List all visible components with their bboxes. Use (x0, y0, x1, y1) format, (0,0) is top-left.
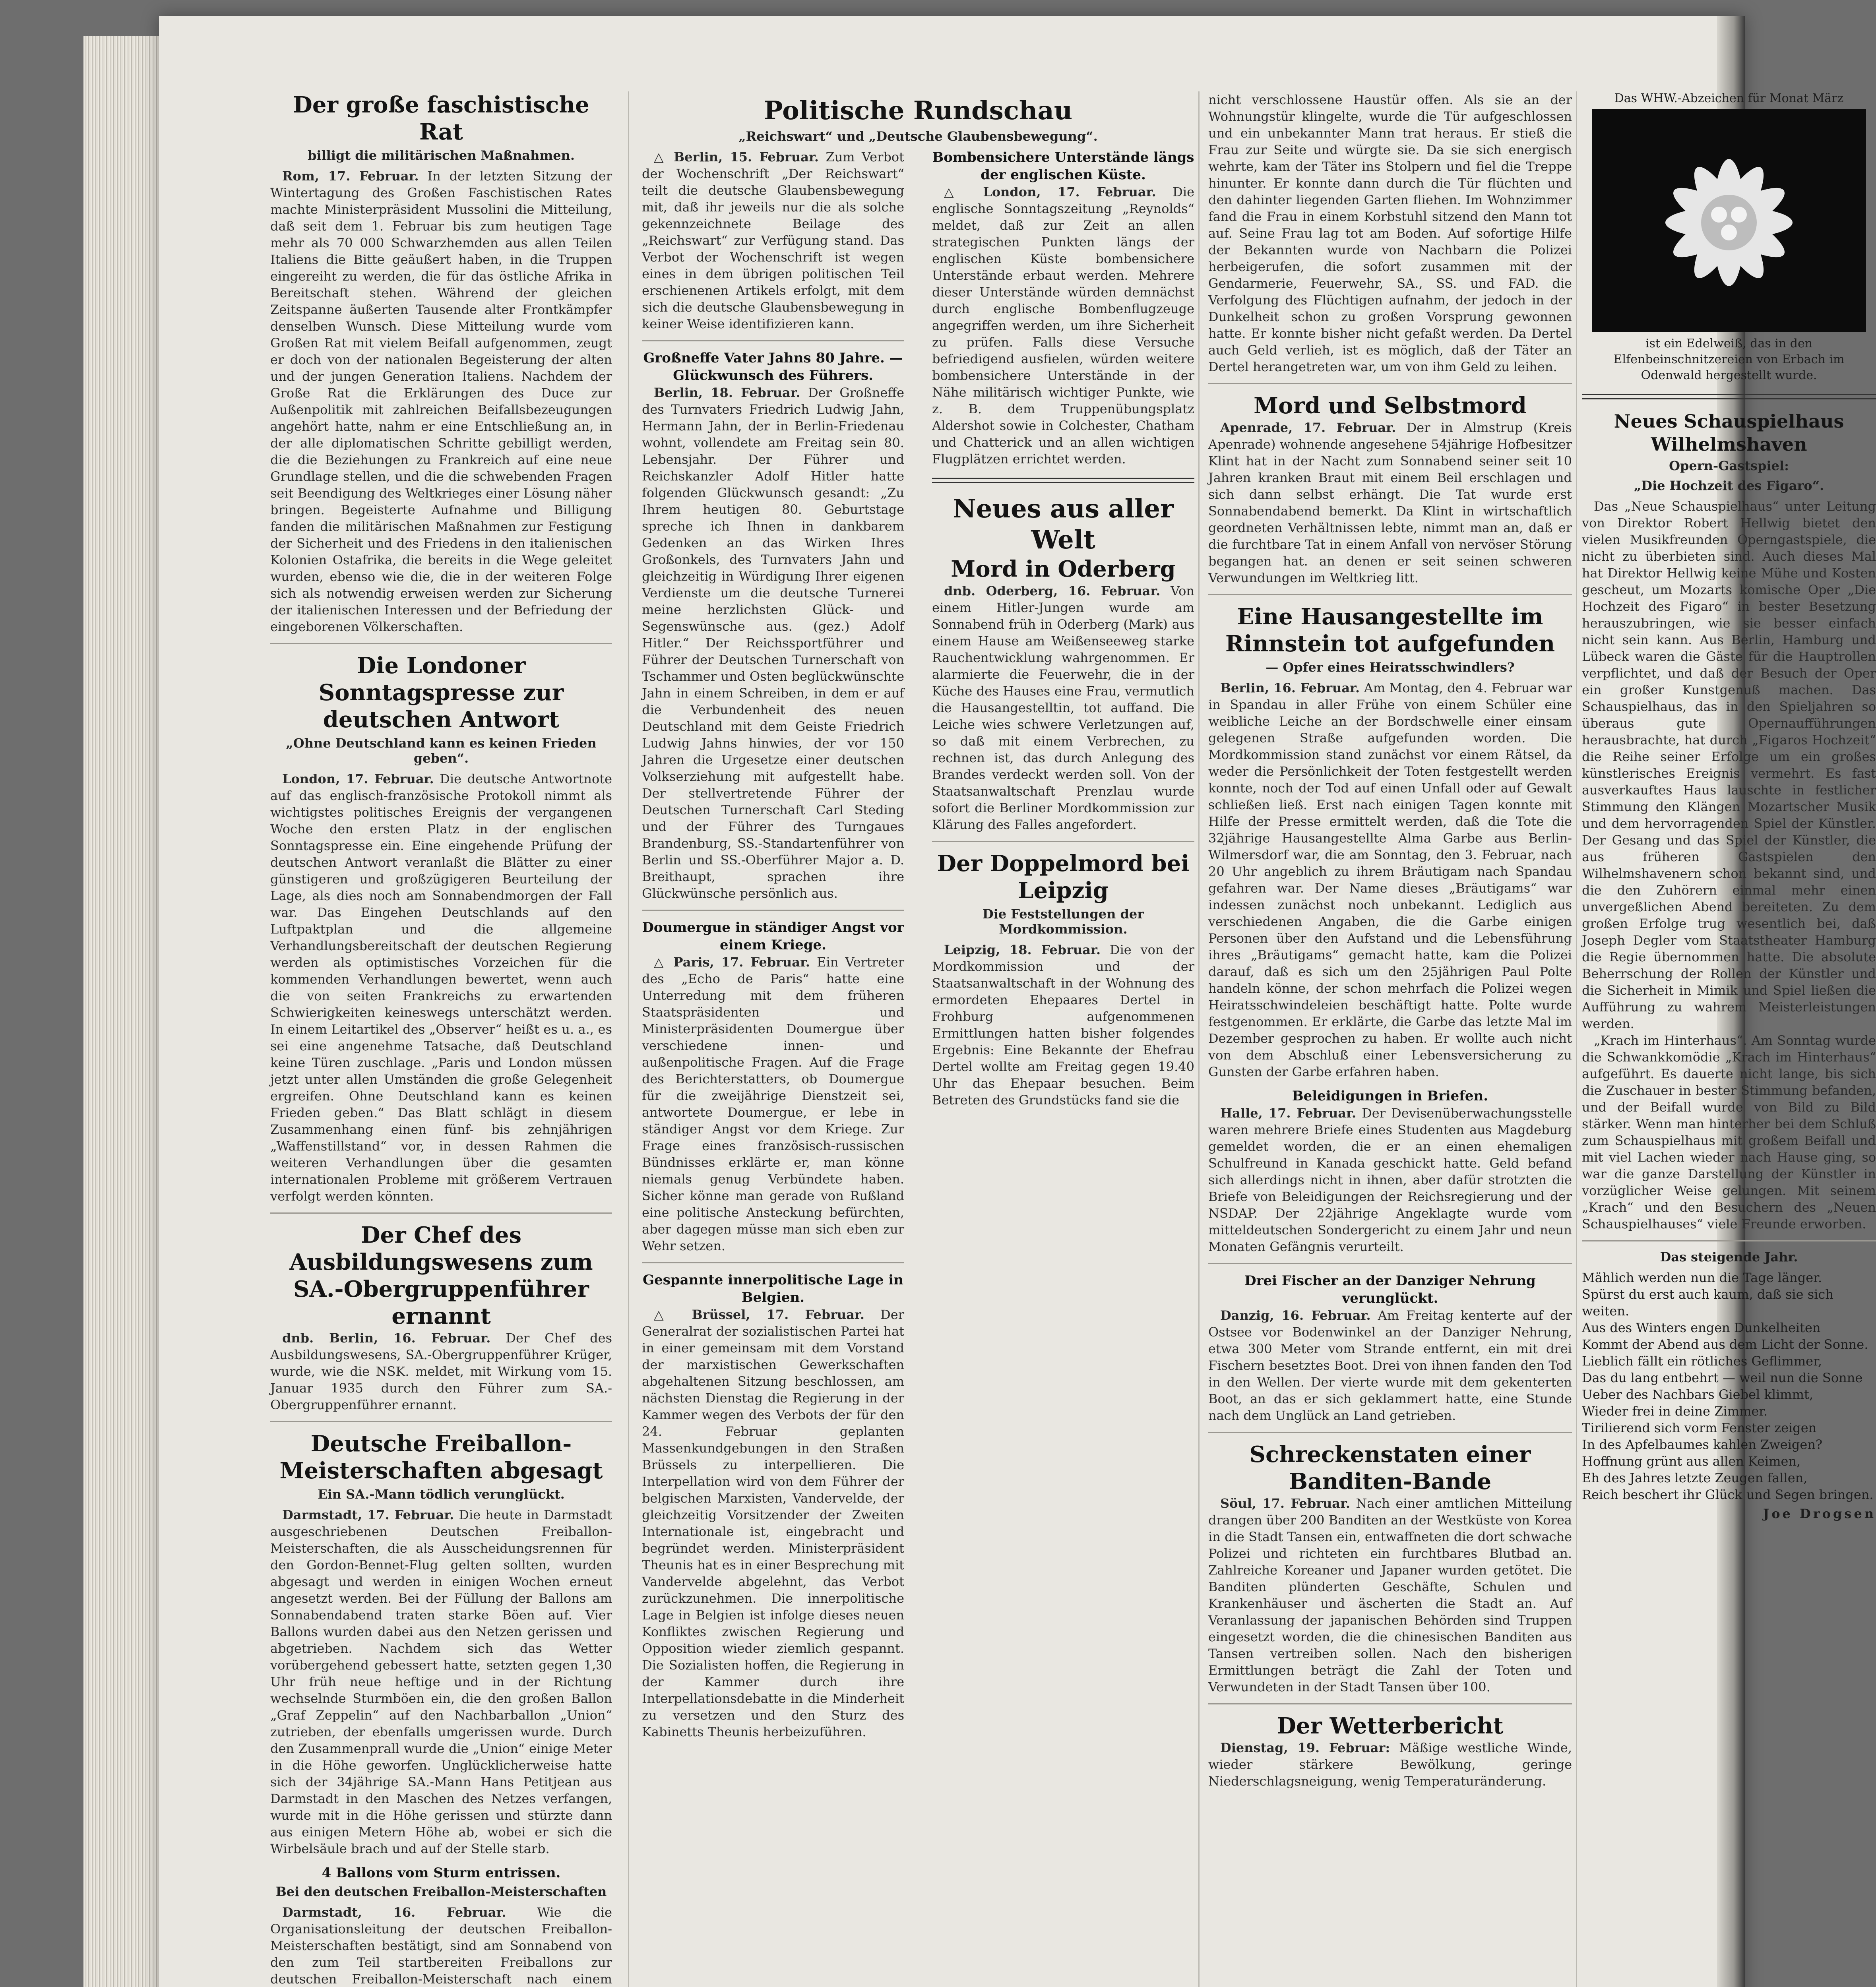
headline-leipzig: Der Doppelmord bei Leipzig (937, 850, 1190, 904)
article-body: △ Brüssel, 17. Februar. Der Generalrat der sozialistischen Partei hat in einer gemeinsam mit dem Vorstand der marxistischen Gewerkschaften abgehaltenen Sitzung beschlossen, am nächsten Dienstag die Regierung in der Kammer wegen des Verbots der für den 24. Februar geplanten Massenkundgebungen in den Straßen Brüssels zu interpellieren. Die Interpellation wird von dem Führer der belgischen Marxisten, Vandervelde, der gleichzeitig Vorsitzender der Zweiten Internationale ist, eingebracht und begründet werden. Ministerpräsident Theunis hat es in einer Besprechung mit Vandervelde abgelehnt, das Verbot zurückzunehmen. Die innerpolitische Lage in Belgien ist infolge dieses neuen Konfliktes zwischen Regierung und Opposition wieder ziemlich gespannt. Die Sozialisten hoffen, die Regierung in der Kammer durch ihre Interpellationsdebatte in die Minderheit zu versetzen und den Sturz des Kabinetts Theunis herbeizuführen. (642, 1307, 905, 1739)
article-body: London, 17. Februar. Die deutsche Antwortnote auf das englisch-französische Protokoll nimmt als wichtigstes politisches Ereignis der vergangenen Woche den ersten Platz in der englischen Sonntagspresse ein. Eine eingehende Prüfung der deutschen Antwort veranlaßt die Blätter zu einer günstigeren und großzügigeren Beurteilung der Lage, als dies noch am Sonnabendmorgen der Fall war. Das Eingehen Deutschlands auf den Luftpaktplan und die allgemeine Verhandlungsbereitschaft der deutschen Regierung werden als optimistisches Vorzeichen für die kommenden Verhandlungen bewertet, wenn auch die von seiten Frankreichs zu erwartenden Schwierigkeiten keineswegs unterschätzt werden. In einem Leitartikel des „Observer“ heißt es u. a., es sei eine angenehme Tatsache, daß Deutschland keine Türen zuschlage. „Paris und London müssen jetzt unter allen Umständen die große Gelegenheit ergreifen. Ohne Deutschland kann es keinen Frieden geben.“ Das Blatt schlägt in diesem Zusammenhang einen fünf- bis zehnjährigen „Waffenstillstand“ vor, in dessen Rahmen die weiteren Verhandlungen über die gesamten internationalen Probleme mit größerem Vertrauen verfolgt werden könnten. (270, 771, 612, 1204)
divider (1208, 594, 1572, 595)
poem-title: Das steigende Jahr. (1660, 1249, 1798, 1265)
article-body: Das „Neue Schauspielhaus“ unter Leitung von Direktor Robert Hellwig bietet den vielen Musikfreunden Operngastspiele, die nicht zu überbieten sind. Auch dieses Mal hat Direktor Hellwig keine Mühe und Kosten gescheut, um Mozarts komische Oper „Die Hochzeit des Figaro“ in bester Besetzung herauszubringen, wie sie besser einfach nicht sein kann. Aus Berlin, Hamburg und Lübeck waren die Gäste für die Hauptrollen verpflichtet, und daß der Besuch der Oper ein großer Kunstgenuß machen. Das Schauspielhaus, das in den Spieljahren so überaus gute Opernaufführungen herausbrachte, hat durch „Figaros Hochzeit“ die Reihe seiner Erfolge um ein großes künstlerisches Ereignis vermehrt. Es fast ausverkauftes Haus lauschte in festlicher Stimmung den Klängen Mozartscher Musik und dem hervorragenden Spiel der Künstler. Der Gesang und das Spiel der Künstler, die aus früheren Gastspielen den Wilhelmshavenern schon bekannt sind, und die den Zuhörern einmal mehr einen unvergeßlichen Abend bereiteten. Zu dem großen Erfolge trug wesentlich bei, daß Joseph Degler vom Staatstheater Hamburg die Regie übernommen hatte. Die absolute Beherrschung der Rollen der Künstler und die Sicherheit in Mimik und Spiel ließen die Aufführung zu wahrem Meisterleistungen werden. (1582, 499, 1876, 1031)
divider (1208, 1432, 1572, 1433)
poem-line: Hoffnung grünt aus allen Keimen, (1582, 1454, 1801, 1469)
article-body: △ Paris, 17. Februar. Ein Vertreter des „Echo de Paris“ hatte eine Unterredung mit dem früheren Staatspräsidenten und Ministerpräsidenten Doumergue über verschiedene innen- und außenpolitische Fragen. Auf die Frage des Berichterstatters, ob Doumergue für die zweijährige Dienstzeit sei, antwortete Doumergue, er lebe in ständiger Angst vor dem Kriege. Zur Frage eines französisch-russischen Bündnisses erklärte er, man könne niemals genug Verbündete haben. Sicher könne man gerade von Rußland eine politische Ansteckung befürchten, aber dagegen müsse man sich eben zur Wehr setzen. (642, 955, 905, 1253)
article-body: Apenrade, 17. Februar. Der in Almstrup (Kreis Apenrade) wohnende angesehene 54jährige Hofbesitzer Klint hat in der Nacht zum Sonnabend seiner seit 10 Jahren kranken Braut mit einem Beil erschlagen und sich dann selbst erhängt. Die Tat wurde erst Sonnabendabend bemerkt. Da Klint in wirtschaftlich geordneten Verhältnissen lebte, nimmt man an, daß er die furchtbare Tat in einem Anfall von nervöser Störung begangen hat. an denen er seit seinen schweren Verwundungen im Weltkrieg litt. (1208, 420, 1572, 585)
article-body: Berlin, 16. Februar. Am Montag, den 4. Februar war in Spandau in aller Frühe von einem Schüler eine weibliche Leiche an der Bordschwelle einer einsam gelegenen Straße aufgefunden worden. Die Mordkommission stand zunächst vor einem Rätsel, da weder die Persönlichkeit der Toten festgestellt werden konnte, noch der Tod auf einen Unfall oder auf Gewalt schließen ließ. Erst nach einigen Tagen konnte mit Hilfe der Presse ermittelt werden, daß die Tote die 32jährige Hausangestellte Alma Garbe aus Berlin-Wilmersdorf war, die am Sonntag, den 3. Februar, nach 20 Uhr angeblich zu ihrem Bräutigam nach Spandau gefahren war. Der Name dieses „Bräutigams“ war indessen zunächst noch unbekannt. Lediglich aus verschiedenen Angaben, die die Garbe einigen Personen über den Aufstand und die Lebensführung ihres „Bräutigams“ gemacht hatte, kam die Polizei darauf, daß es sich um den 25jährigen Paul Polte handeln könne, der schon mehrfach die Polizei wegen Heiratsschwindeleien beschäftigt hatte. Polte wurde festgenommen. Er erklärte, die Garbe das letzte Mal im Dezember gesprochen zu haben. Er wollte auch nicht von dem Abschluß einer Lebensversicherung zu Gunsten der Garbe erfahren haben. (1208, 680, 1572, 1079)
article-body: Halle, 17. Februar. Der Devisenüberwachungsstelle waren mehrere Briefe eines Studenten aus Magdeburg gemeldet worden, die er an einen ehemaligen Schulfreund in Kanada geschickt hatte. Geld befand sich allerdings nicht in ihnen, aber dafür strotzten die Briefe von Beleidigungen der Reichsregierung und der NSDAP. Der 22jährige Angeklagte wurde vom mitteldeutschen Sondergericht zu einem Jahr und neun Monaten Gefängnis verurteilt. (1208, 1106, 1572, 1254)
subhead: „Die Hochzeit des Figaro“. (1634, 478, 1824, 493)
subhead: — Opfer eines Heiratsschwindlers? (1266, 660, 1515, 675)
divider (1208, 1703, 1572, 1704)
poem-line: Aus des Winters engen Dunkelheiten (1582, 1320, 1821, 1335)
divider (1582, 1240, 1876, 1241)
section-head-world: Neues aus aller Welt (953, 494, 1174, 555)
subhead: Bei den deutschen Freiballon-Meisterschaften (275, 1884, 607, 1899)
column-rule (1576, 91, 1577, 1987)
headline-bandits: Schreckenstaten einer Banditen-Bande (1249, 1441, 1531, 1495)
headline-sa-promotion: Der Chef des Ausbildungswesens zum SA.-Obergruppenführer ernannt (289, 1222, 593, 1329)
article-body: dnb. Berlin, 16. Februar. Der Chef des Ausbildungswesens, SA.-Obergruppenführer Krüger, wurde, wie die NSK. meldet, mit Wirkung vom 15. Januar 1935 durch den Führer zum SA.-Obergruppenführer ernannt. (270, 1330, 612, 1412)
headline-shelters: Bombensichere Unterstände längs der englischen Küste. (932, 149, 1194, 183)
poem-line: Wieder frei in deine Zimmer. (1582, 1404, 1768, 1419)
poem-line: Eh des Jahres letzte Zeugen fallen, (1582, 1470, 1808, 1485)
poem (1582, 1269, 1876, 1503)
poem-line: Spürst du erst auch kaum, daß sie sich weiten. (1582, 1287, 1833, 1319)
divider (1208, 383, 1572, 384)
section-head-politics: Politische Rundschau (764, 96, 1073, 126)
subhead: „Reichswart“ und „Deutsche Glaubensbewegung“. (738, 129, 1098, 144)
subhead: Die Feststellungen der Mordkommission. (982, 906, 1144, 937)
poem-line: In des Apfelbaumes kahlen Zweigen? (1582, 1437, 1823, 1452)
edelweiss-icon (1592, 109, 1866, 332)
headline-balloons-storm: 4 Ballons vom Sturm entrissen. (322, 1865, 561, 1881)
column-4 (1582, 91, 1876, 1521)
headline-oderberg: Mord in Oderberg (951, 556, 1176, 582)
article-body: Darmstadt, 17. Februar. Die heute in Darmstadt ausgeschriebenen Deutschen Freiballon-Meisterschaften, die als Ausscheidungsrennen für den Gordon-Bennet-Flug gelten sollten, wurden abgesagt und werden in einigen Wochen erneut angesetzt werden. Bei der Füllung der Ballons am Sonnabendabend traten starke Böen auf. Vier Ballons wurden dabei aus den Netzen gerissen und abgetrieben. Nachdem sich das Wetter vorübergehend gebessert hatte, setzten gegen 1,30 Uhr früh neue heftige und in der Richtung wechselnde Sturmböen ein, die den großen Ballon „Graf Zeppelin“ auf den Nachbarballon „Union“ zutrieben, der ebenfalls umgerissen wurde. Durch den Zusammenprall wurde die „Union“ einige Meter in die Höhe geworfen. Unglücklicherweise hatte sich der 34jährige SA.-Mann Hans Petitjean aus Darmstadt in den Maschen des Netzes verfangen, wurde mit in die Höhe gerissen und stürzte dann aus einigen Metern Höhe ab, wobei er sich die Wirbelsäule brach und auf der Stelle starb. (270, 1507, 612, 1856)
divider (1208, 1263, 1572, 1264)
divider (270, 1212, 612, 1214)
column-rule (628, 91, 629, 1987)
headline-murder-suicide: Mord und Selbstmord (1254, 393, 1527, 419)
subcolumn-right (932, 149, 1194, 1108)
column-2 (642, 91, 1194, 1740)
article-body: Rom, 17. Februar. In der letzten Sitzung der Wintertagung des Großen Faschistischen Rates machte Ministerpräsident Mussolini die Mitteilung, daß seit dem 1. Februar bis zum heutigen Tage mehr als 70 000 Schwarzhemden aus allen Teilen Italiens die Bitte geäußert haben, in die Truppen eingereiht zu werden, die für das östliche Afrika in Bereitschaft stehen. Während der gleichen Zeitspanne äußerten Tausende alter Frontkämpfer denselben Wunsch. Diese Mitteilung wurde vom Großen Rat mit vielem Beifall aufgenommen, zeugt er doch von der nationalen Begeisterung der alten und der jungen Generation Italiens. Nachdem der Große Rat die Erklärungen des Duce zur Außenpolitik mit zahlreichen Beifallsbezeugungen angehört hatte, nahm er eine Entschließung an, in der alle diplomatischen Schritte gebilligt werden, die die Beziehungen zu Frankreich auf eine neue Grundlage stellen, und die die schwebenden Fragen seit Beendigung des Weltkrieges einer Lösung näher bringen. Begeisterte Aufnahme und Billigung fanden die militärischen Maßnahmen zur Festigung der Sicherheit und des Friedens in den italienischen Kolonien Ostafrika, die bereits in die Wege geleitet wurden, ebenso wie die, die in der weiteren Folge sich als notwendig erweisen werden zur Sicherung der italienischen Interessen und der Befriedung der eingeborenen Völkerschaften. (270, 168, 612, 634)
article-body: Söul, 17. Februar. Nach einer amtlichen Mitteilung drangen über 200 Banditen an der Westküste von Korea in die Stadt Tansen ein, entwaffneten die dort schwache Polizei und richteten ein furchtbares Blutbad an. Zahlreiche Koreaner und Japaner wurden getötet. Die Banditen plünderten Geschäfte, Schulen und Krankenhäuser und äscherten die Stadt an. Auf Veranlassung der japanischen Behörden sind Truppen eingesetzt worden, die die chinesischen Banditen aus Tansen vertreiben sollen. Nach den bisherigen Ermittlungen beträgt die Zahl der Toten und Verwundeten in der Stadt Tansen über 100. (1208, 1496, 1572, 1695)
headline-jahn: Großneffe Vater Jahns 80 Jahre. — Glückwunsch des Führers. (643, 350, 903, 383)
page-stack-edge (83, 36, 159, 1987)
headline-balloon-cancelled: Deutsche Freiballon-Meisterschaften abgesagt (279, 1431, 603, 1484)
image-label: Das WHW.-Abzeichen für Monat März (1614, 91, 1844, 105)
divider (642, 910, 904, 911)
poem-line: Tirilierend sich vorm Fenster zeigen (1582, 1420, 1817, 1435)
poem-line: Ueber des Nachbars Giebel klimmt, (1582, 1387, 1814, 1402)
article-body: Berlin, 18. Februar. Der Großneffe des Turnvaters Friedrich Ludwig Jahn, Hermann Jahn, der in Berlin-Friedenau wohnt, vollendete am Freitag sein 80. Lebensjahr. Der Führer und Reichskanzler Adolf Hitler hatte folgenden Glückwunsch gesandt: „Zu Ihrem heutigen 80. Geburtstage spreche ich Ihnen in dankbarem Gedenken an das Wirken Ihres Großonkels, des Turnvaters Jahn und gleichzeitig in Würdigung Ihrer eigenen Verdienste um die deutsche Turnerei meine herzlichsten Glück- und Segenswünsche aus. (gez.) Adolf Hitler.“ Der Reichssportführer und Führer der Deutschen Turnerschaft von Tschammer und Osten beglückwünschte Jahn in einem Schreiben, in dem er auf die Verbundenheit des neuen Deutschland mit dem Geiste Friedrich Ludwig Jahns hinwies, der vor 150 Jahren die Urgesetze einer deutschen Volkserziehung mit aufgestellt habe. Der stellvertretende Führer der Deutschen Turnerschaft Carl Steding und der Führer des Turngaues Brandenburg, SS.-Standartenführer von Berlin und SS.-Oberführer Major a. D. Breithaupt, sprachen ihre Glückwünsche persönlich aus. (642, 385, 905, 901)
headline-theatre: Neues Schauspielhaus Wilhelmshaven (1614, 411, 1844, 455)
article-continuation: nicht verschlossene Haustür offen. Als sie an der Wohnungstür klingelte, wurde die Tür aufgeschlossen und ein unbekannter Mann trat heraus. Er stieß die Frau zur Seite und würgte sie. Da sie sich energisch wehrte, kam der Täter ins Stolpern und fiel die Treppe hinunter. Er konnte dann durch die Tür flüchten und den dahinter liegenden Garten fliehen. Im Wohnzimmer fand die Frau in einem Korbstuhl sitzend den Mann tot auf. Seine Frau lag tot am Boden. Auf sofortige Hilfe der Bekannten wurde von Nachbarn die Polizei herbeigerufen, die sofort zusammen mit der Gendarmerie, Feuerwehr, SA., SS. und FAD. die Verfolgung des Flüchtigen aufnahm, der jedoch in der Dunkelheit schon zu großen Vorsprung gewonnen hatte. Er konnte bisher nicht gefaßt werden. Da Dertel auch Geld verlieh, ist es möglich, daß der Täter an Dertel herangetreten war, um von ihm Geld zu leihen. (1208, 92, 1572, 374)
article-body: Danzig, 16. Februar. Am Freitag kenterte auf der Ostsee vor Bodenwinkel an der Danziger Nehrung, etwa 300 Meter vom Strande entfernt, ein mit drei Fischern besetztes Boot. Drei von ihnen fanden den Tod in den Wellen. Der vierte wurde mit dem gekenterten Boot, an das er sich geklammert hatte, eine Stunde nach dem Unglück an Land getrieben. (1208, 1308, 1572, 1423)
article-body: △ Berlin, 15. Februar. Zum Verbot der Wochenschrift „Der Reichswart“ teilt die deutsche Glaubensbewegung mit, daß ihr jeweils nur die als solche gekennzeichnete Beilage des „Reichswart“ zur Verfügung stand. Das Verbot der Wochenschrift ist wegen eines in dem übrigen politischen Teil erschienenen Artikels erfolgt, mit dem sich die deutsche Glaubensbewegung in keiner Weise identifizieren kann. (642, 149, 905, 331)
column-rule (1198, 91, 1200, 1987)
headline-letters: Beleidigungen in Briefen. (1292, 1088, 1488, 1104)
section-divider (1582, 394, 1876, 399)
article-body: Leipzig, 18. Februar. Die von der Mordkommission und der Staatsanwaltschaft in der Wohnung des ermordeten Ehepaares Dertel in Frohburg aufgenommenen Ermittlungen hatten bisher folgendes Ergebnis: Eine Bekannte der Ehefrau Dertel wollte am Freitag gegen 19.40 Uhr das Ehepaar besuchen. Beim Betreten des Grundstücks fand sie die (932, 942, 1195, 1108)
headline-belgium: Gespannte innerpolitische Lage in Belgien. (643, 1272, 903, 1305)
subhead: Opern-Gastspiel: (1669, 458, 1789, 473)
divider (932, 841, 1194, 842)
subhead: „Ohne Deutschland kann es keinen Frieden geben“. (286, 736, 597, 766)
subcolumn-left (642, 149, 904, 1740)
poem-line: Kommt der Abend aus dem Licht der Sonne. (1582, 1337, 1868, 1352)
divider (270, 1421, 612, 1422)
poem-line: Reich beschert ihr Glück und Segen bringen. (1582, 1487, 1874, 1502)
headline-weather: Der Wetterbericht (1277, 1713, 1504, 1739)
article-body: Darmstadt, 16. Februar. Wie die Organisationsleitung der deutschen Freiballon-Meisterschaften bestätigt, sind am Sonnabend von den zum Teil startbereiten Freiballons zur deutschen Freiballon-Meisterschaft nach einem (270, 1905, 612, 1987)
article-body: dnb. Oderberg, 16. Februar. Von einem Hitler-Jungen wurde am Sonnabend früh in Oderberg (Mark) aus einem Hause am Weißenseeweg starke Rauchentwicklung wahrgenommen. Er alarmierte die Feuerwehr, die in der Küche des Hauses eine Frau, vermutlich die Hausangestelltin, tot auffand. Die Leiche wies schwere Verletzungen auf, so daß mit einem Verbrechen, zu rechnen ist, das durch Anlegung des Brandes verdeckt werden soll. Von der Staatsanwaltschaft Prenzlau wurde sofort die Berliner Mordkommission zur Klärung des Falles angefordert. (932, 583, 1195, 832)
headline-london-press: Die Londoner Sonntagspresse zur deutschen Antwort (318, 653, 564, 733)
poem-line: Mählich werden nun die Tage länger. (1582, 1270, 1822, 1285)
poem-line: Lieblich fällt ein rötliches Geflimmer, (1582, 1354, 1822, 1369)
subhead: Ein SA.-Mann tödlich verunglückt. (318, 1487, 565, 1502)
edelweiss-photo (1592, 109, 1866, 332)
divider (270, 643, 612, 644)
image-caption: ist ein Edelweiß, das in den Elfenbeinschnitzereien von Erbach im Odenwald hergestellt wurde. (1613, 337, 1845, 382)
poem-line: Das du lang entbehrt — weil nun die Sonne (1582, 1370, 1863, 1385)
column-3 (1208, 91, 1572, 1789)
weather-report: Dienstag, 19. Februar: Mäßige westliche Winde, wieder stärkere Bewölkung, geringe Niederschlagsneigung, wenig Temperaturänderung. (1208, 1740, 1572, 1789)
divider (642, 1262, 904, 1263)
headline-housemaid: Eine Hausangestellte im Rinnstein tot aufgefunden (1225, 604, 1555, 657)
article-body: „Krach im Hinterhaus“. Am Sonntag wurde die Schwankkomödie „Krach im Hinterhaus“ aufgeführt. Es dauerte nicht lange, bis sich die Zuschauer in bester Stimmung befanden, und der Beifall wurde von Bild zu Bild stärker. Wenn man hinterher bei dem Schluß zum Schauspielhaus mit großem Beifall und mit viel Lachen wieder nach Hause ging, so war die ganze Darstellung der Künstler in vorzüglicher Weise gelungen. Mit seinem „Krach“ und den Besuchern des „Neuen Schauspielhauses“ viele Freunde erworben. (1582, 1033, 1876, 1232)
headline-doumergue: Doumergue in ständiger Angst vor einem Kriege. (642, 920, 904, 953)
newspaper-page (159, 16, 1876, 1987)
column-1 (270, 91, 612, 1987)
headline-fishermen: Drei Fischer an der Danziger Nehrung verunglückt. (1244, 1273, 1536, 1306)
subhead: billigt die militärischen Maßnahmen. (307, 148, 575, 163)
divider (642, 340, 904, 341)
article-body: △ London, 17. Februar. Die englische Sonntagszeitung „Reynolds“ meldet, daß zur Zeit an allen strategischen Punkten längs der englischen Küste bombensichere Unterstände erbaut werden. Mehrere dieser Unterstände würden demnächst durch englische Bombenflugzeuge angegriffen werden, um ihre Sicherheit zu prüfen. Falls diese Versuche befriedigend ausfielen, würden weitere bombensichere Unterstände in der Nähe militärisch wichtiger Punkte, wie z. B. dem Truppenübungsplatz Aldershot sowie in Colchester, Chatham und Chatterick und an allen wichtigen Flugplätzen errichtet werden. (932, 184, 1195, 467)
poem-author: Joe Drogsen (1763, 1506, 1876, 1521)
headline-fascist-council: Der große faschistische Rat (293, 92, 589, 145)
section-divider (932, 478, 1194, 483)
